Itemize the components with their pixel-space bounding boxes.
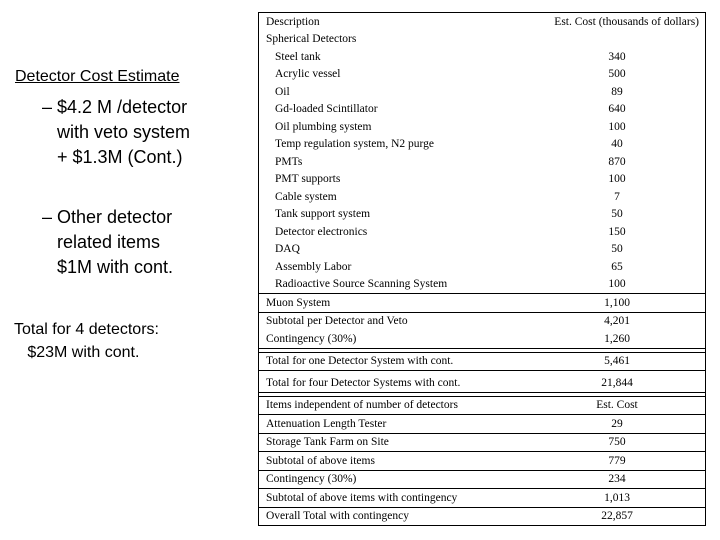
slide-title: Detector Cost Estimate — [15, 68, 180, 85]
row-cost: 1,260 — [604, 332, 630, 345]
table-row — [259, 223, 705, 241]
table-row-total-four — [259, 374, 705, 392]
row-cost: 870 — [608, 155, 626, 168]
row-label: Subtotal of above items with contingency — [266, 491, 458, 504]
row-cost: 5,461 — [604, 355, 630, 368]
table-row-contingency — [259, 330, 705, 348]
bullet-detector-cost: – $4.2 M /detector with veto system + $1.3M (Cont.) — [42, 97, 191, 167]
row-label: Contingency (30%) — [266, 473, 357, 486]
table-row — [259, 188, 705, 206]
row-cost: 150 — [608, 225, 626, 238]
independent-item-list — [259, 414, 705, 507]
row-label: Assembly Labor — [275, 260, 352, 273]
row-cost: 21,844 — [601, 376, 633, 389]
table-row — [259, 153, 705, 171]
table-row — [259, 258, 705, 276]
table-row-subtotal — [259, 312, 705, 331]
row-label: Muon System — [266, 296, 331, 309]
row-label: Overall Total with contingency — [266, 510, 410, 523]
row-cost: 100 — [608, 173, 626, 186]
row-cost: 640 — [608, 103, 626, 116]
row-cost: 100 — [608, 278, 626, 291]
row-label: Oil plumbing system — [275, 120, 372, 133]
row-label: Cable system — [275, 190, 337, 203]
bullet-other-items: – Other detector related items $1M with cont. — [42, 207, 174, 277]
row-cost: Est. Cost — [596, 399, 638, 412]
row-label: Temp regulation system, N2 purge — [275, 138, 434, 151]
row-label: Acrylic vessel — [275, 68, 341, 81]
row-cost: 779 — [608, 454, 626, 467]
table-row — [259, 414, 705, 433]
row-cost: 7 — [614, 190, 620, 203]
table-header — [259, 13, 705, 31]
table-row — [259, 241, 705, 259]
row-label: Subtotal of above items — [266, 454, 375, 467]
row-cost: 1,013 — [604, 491, 630, 504]
row-cost: 4,201 — [604, 315, 630, 328]
row-cost: 1,100 — [604, 296, 630, 309]
table-section-independent — [258, 392, 706, 527]
row-cost: 40 — [611, 138, 623, 151]
table-section-detectors — [258, 12, 706, 348]
row-cost: 89 — [611, 85, 623, 98]
table-row — [259, 101, 705, 119]
table-row — [259, 433, 705, 452]
header-description: Description — [266, 15, 320, 28]
row-cost: 50 — [611, 243, 623, 256]
group-label-row — [259, 31, 705, 49]
item-list — [259, 48, 705, 293]
row-label: Subtotal per Detector and Veto — [266, 315, 408, 328]
table-row-muon — [259, 293, 705, 312]
table-row — [259, 171, 705, 189]
row-label: Items independent of number of detectors — [266, 399, 458, 412]
row-label: Radioactive Source Scanning System — [275, 278, 448, 291]
row-cost: 29 — [611, 417, 623, 430]
row-cost: 100 — [608, 120, 626, 133]
table-row-total-one — [259, 352, 705, 371]
row-label: Tank support system — [275, 208, 371, 221]
row-label: PMTs — [275, 155, 303, 168]
row-label: DAQ — [275, 243, 300, 256]
row-cost: 234 — [608, 473, 626, 486]
table-row — [259, 276, 705, 294]
row-label: Detector electronics — [275, 225, 368, 238]
row-cost: 65 — [611, 260, 623, 273]
table-row — [259, 118, 705, 136]
cost-table — [258, 12, 706, 526]
table-row — [259, 470, 705, 489]
table-row — [259, 136, 705, 154]
table-row — [259, 66, 705, 84]
row-label: Attenuation Length Tester — [266, 417, 387, 430]
row-label: Storage Tank Farm on Site — [266, 436, 389, 449]
row-label: Contingency (30%) — [266, 332, 357, 345]
table-row — [259, 488, 705, 507]
table-row — [259, 48, 705, 66]
row-label: Oil — [275, 85, 290, 98]
table-row-indep-header — [259, 396, 705, 415]
row-cost: 22,857 — [601, 510, 633, 523]
total-summary: Total for 4 detectors: $23M with cont. — [14, 321, 159, 361]
table-row-overall — [259, 507, 705, 526]
row-label: Steel tank — [275, 50, 321, 63]
table-section-totals — [258, 348, 706, 392]
row-label: PMT supports — [275, 173, 341, 186]
row-label: Total for four Detector Systems with cont. — [266, 376, 461, 389]
table-row — [259, 206, 705, 224]
row-cost: 500 — [608, 68, 626, 81]
row-cost: 340 — [608, 50, 626, 63]
row-label: Gd-loaded Scintillator — [275, 103, 378, 116]
table-row — [259, 451, 705, 470]
group-label: Spherical Detectors — [266, 33, 357, 46]
table-row — [259, 83, 705, 101]
row-cost: 50 — [611, 208, 623, 221]
header-cost: Est. Cost (thousands of dollars) — [554, 15, 699, 28]
row-cost: 750 — [608, 436, 626, 449]
row-label: Total for one Detector System with cont. — [266, 355, 454, 368]
